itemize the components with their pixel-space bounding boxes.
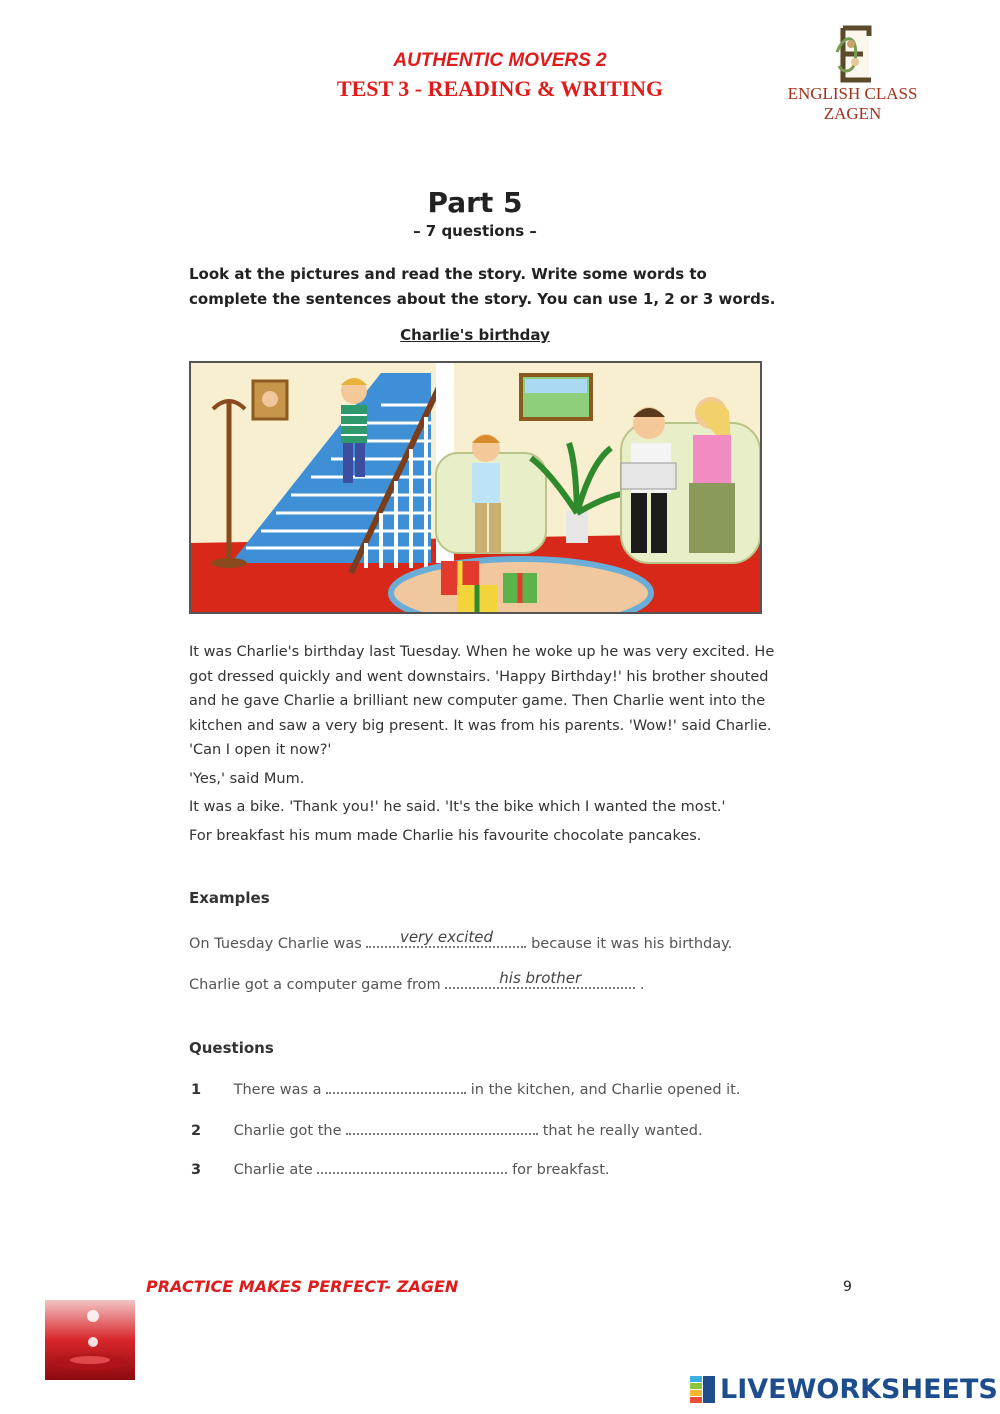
question-text-before: Charlie got the (233, 1123, 342, 1139)
question-row (191, 1158, 610, 1178)
water-drop-icon (45, 1300, 135, 1380)
header-subtitle: TEST 3 - READING & WRITING (336, 76, 664, 101)
school-logo (770, 22, 935, 123)
liveworksheets-wordmark: LIVEWORKSHEETS (720, 1374, 998, 1405)
examples-heading: Examples (189, 889, 270, 907)
question-3-answer-field[interactable] (317, 1158, 507, 1174)
example-answer-line (445, 969, 635, 989)
example-text-after: . (639, 977, 645, 993)
question-row (191, 1078, 740, 1098)
footer-slogan: PRACTICE MAKES PERFECT- ZAGEN (146, 1277, 459, 1296)
story-text (189, 640, 779, 848)
questions-heading: Questions (189, 1039, 274, 1057)
question-text-after: that he really wanted. (542, 1123, 703, 1139)
example-answer: very excited (399, 928, 494, 946)
part-title: Part 5 (427, 186, 523, 219)
question-number: 3 (191, 1162, 202, 1178)
water-drop-image (45, 1300, 135, 1380)
header-title: AUTHENTIC MOVERS 2 (393, 50, 607, 71)
instructions: Look at the pictures and read the story. Write some words to complete the sentences about the story. You can use 1, 2 or 3 words. (189, 265, 776, 308)
liveworksheets-badge-icon (690, 1376, 716, 1404)
example-text-before: On Tuesday Charlie was (189, 936, 362, 952)
story-paragraph: It was Charlie's birthday last Tuesday. When he woke up he was very excited. He got dressed quickly and went downstairs. 'Happy Birthday!' his brother shouted and he gave Charlie a brilliant new computer game. Then Charlie went into the kitchen and saw a very big present. It was from his parents. 'Wow!' said Charlie. 'Can I open it now?' (189, 644, 775, 758)
question-text-before: There was a (233, 1082, 322, 1098)
story-title: Charlie's birthday (400, 326, 550, 344)
example-row (189, 969, 645, 993)
story-paragraph: For breakfast his mum made Charlie his favourite chocolate pancakes. (189, 827, 702, 844)
living-room-scene-image (191, 363, 760, 612)
question-number: 1 (191, 1082, 202, 1098)
question-1-answer-field[interactable] (326, 1078, 466, 1094)
example-answer-line (366, 928, 526, 948)
logo-emblem-icon (825, 22, 885, 86)
question-text-before: Charlie ate (233, 1162, 313, 1178)
story-paragraph: 'Yes,' said Mum. (189, 770, 305, 787)
liveworksheets-logo[interactable] (690, 1372, 998, 1408)
story-paragraph: It was a bike. 'Thank you!' he said. 'It's the bike which I wanted the most.' (189, 799, 726, 815)
logo-text: ENGLISH CLASS ZAGEN (787, 84, 918, 123)
example-text-before: Charlie got a computer game from (189, 977, 441, 993)
question-row (191, 1119, 703, 1139)
story-illustration (189, 361, 762, 614)
example-answer: his brother (499, 969, 582, 987)
question-text-after: for breakfast. (512, 1162, 610, 1178)
question-2-answer-field[interactable] (346, 1119, 538, 1135)
question-number: 2 (191, 1123, 202, 1139)
example-row (189, 928, 733, 952)
question-text-after: in the kitchen, and Charlie opened it. (470, 1082, 741, 1098)
example-text-after: because it was his birthday. (531, 936, 733, 952)
page-number: 9 (843, 1279, 852, 1295)
part-subtitle: – 7 questions – (413, 222, 537, 240)
